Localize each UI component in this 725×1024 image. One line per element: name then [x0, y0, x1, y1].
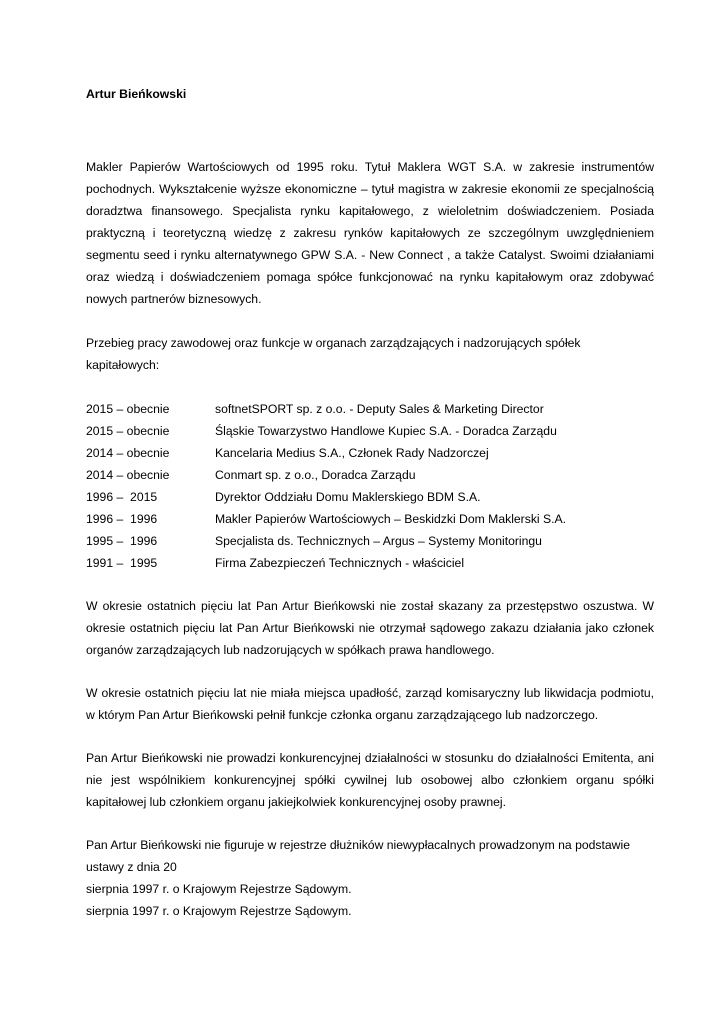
register-line: Pan Artur Bieńkowski nie figuruje w rejestrze dłużników niewypłacalnych prowadzonym na podstawie ustawy z dnia 20: [86, 838, 630, 874]
career-period: 1991 – 1995: [86, 556, 158, 570]
career-row: [86, 508, 654, 530]
career-description: Makler Papierów Wartościowych – Beskidzki Dom Maklerski S.A.: [215, 512, 567, 526]
career-period: 2015 – obecnie: [86, 424, 170, 438]
career-period: 2014 – obecnie: [86, 468, 170, 482]
conviction-paragraph: W okresie ostatnich pięciu lat Pan Artur Bieńkowski nie został skazany za przestępstwo oszustwa. W okresie ostatnich pięciu lat Pan Artur Bieńkowski nie otrzymał sądowego zakazu działania jako członek organów zarządzających lub nadzorujących w spółkach prawa handlowego.: [86, 599, 654, 657]
intro-paragraph: Makler Papierów Wartościowych od 1995 roku. Tytuł Maklera WGT S.A. w zakresie instrumentów pochodnych. Wykształcenie wyższe ekonomiczne – tytuł magistra w zakresie ekonomii ze specjalnością doradztwa finansowego. Specjalista rynku kapitałowego, z wieloletnim doświadczeniem. Posiada praktyczną i teoretyczną wiedzę z zakresu rynków kapitałowych ze szczególnym uwzględnieniem segmentu seed i rynku alternatywnego GPW S.A. - New Connect , a także Catalyst. Swoimi działaniami oraz wiedzą i doświadczeniem pomaga spółce funkcjonować na rynku kapitałowym oraz zdobywać nowych partnerów biznesowych.: [86, 160, 654, 306]
career-row: [86, 530, 654, 552]
register-paragraph: [86, 834, 654, 922]
career-period: 2014 – obecnie: [86, 446, 170, 460]
career-row: [86, 398, 654, 420]
career-description: Kancelaria Medius S.A., Członek Rady Nadzorczej: [215, 446, 489, 460]
career-description: Specjalista ds. Technicznych – Argus – Systemy Monitoringu: [215, 534, 542, 548]
competition-paragraph: Pan Artur Bieńkowski nie prowadzi konkurencyjnej działalności w stosunku do działalności Emitenta, ani nie jest wspólnikiem konkurencyjnej spółki cywilnej lub osobowej albo członkiem organu spółki kapitałowej lub członkiem organu jakiejkolwiek konkurencyjnej osoby prawnej.: [86, 751, 654, 809]
career-description: Firma Zabezpieczeń Technicznych - właściciel: [215, 556, 465, 570]
career-period: 1996 – 1996: [86, 512, 158, 526]
career-row: [86, 486, 654, 508]
career-row: [86, 552, 654, 574]
register-line: sierpnia 1997 r. o Krajowym Rejestrze Sądowym.: [86, 882, 352, 896]
career-period: 1995 – 1996: [86, 534, 158, 548]
career-description: Śląskie Towarzystwo Handlowe Kupiec S.A. - Doradca Zarządu: [215, 424, 557, 438]
career-description: softnetSPORT sp. z o.o. - Deputy Sales & Marketing Director: [215, 402, 544, 416]
bankruptcy-paragraph: W okresie ostatnich pięciu lat nie miała miejsca upadłość, zarząd komisaryczny lub likwidacja podmiotu, w którym Pan Artur Bieńkowski pełnił funkcje członka organu zarządzającego lub nadzorczego.: [86, 686, 654, 722]
career-period: 2015 – obecnie: [86, 402, 170, 416]
career-heading: Przebieg pracy zawodowej oraz funkcje w organach zarządzających i nadzorujących spółek kapitałowych:: [86, 336, 581, 372]
document-content: [86, 86, 654, 922]
career-period: 1996 – 2015: [86, 490, 158, 504]
register-line: sierpnia 1997 r. o Krajowym Rejestrze Sądowym.: [86, 904, 352, 918]
career-row: [86, 420, 654, 442]
career-row: [86, 464, 654, 486]
career-description: Conmart sp. z o.o., Doradca Zarządu: [215, 468, 416, 482]
career-row: [86, 442, 654, 464]
career-description: Dyrektor Oddziału Domu Maklerskiego BDM S.A.: [215, 490, 481, 504]
document-title: Artur Bieńkowski: [86, 87, 187, 101]
career-list: [86, 398, 654, 574]
